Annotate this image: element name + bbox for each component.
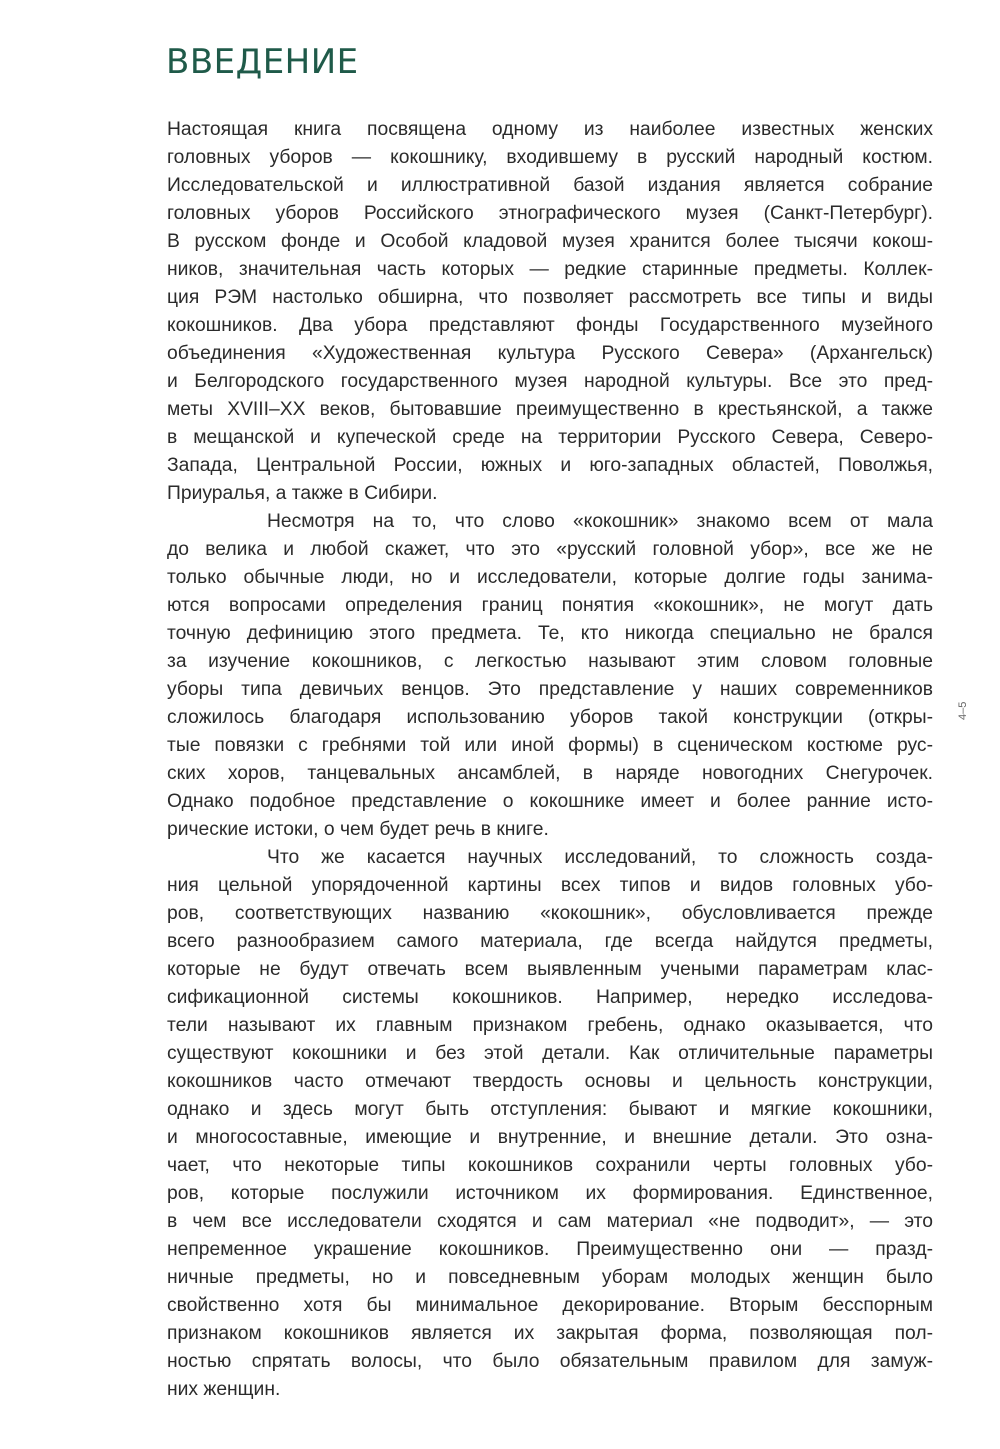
text-line: них женщин. — [167, 1379, 281, 1400]
text-line: в чем все исследователи сходятся и сам материал «не подводит», — это — [167, 1211, 933, 1232]
text-line: кокошников часто отмечают твердость основы и цельность конструкции, — [167, 1071, 933, 1092]
text-line: рические истоки, о чем будет речь в книге. — [167, 819, 549, 840]
chapter-title: ВВЕДЕНИЕ — [166, 42, 359, 82]
text-line: всего разнообразием самого материала, где всегда найдутся предметы, — [167, 931, 933, 952]
text-line: Запада, Центральной России, южных и юго-западных областей, Поволжья, — [167, 455, 933, 476]
text-line: меты XVIII–XX веков, бытовавшие преимущественно в крестьянской, а также — [167, 399, 933, 420]
text-line: ничные предметы, но и повседневным уборам молодых женщин было — [167, 1267, 933, 1288]
text-line: только обычные люди, но и исследователи, которые долгие годы занима- — [167, 567, 933, 588]
text-line: ников, значительная часть которых — редкие старинные предметы. Коллек- — [167, 259, 933, 280]
text-line: Однако подобное представление о кокошнике имеет и более ранние исто- — [167, 791, 933, 812]
text-line: до велика и любой скажет, что это «русский головной убор», все же не — [167, 539, 933, 560]
text-line: в мещанской и купеческой среде на территории Русского Севера, Северо- — [167, 427, 933, 448]
text-line: ются вопросами определения границ понятия «кокошник», не могут дать — [167, 595, 933, 616]
text-line: сложилось благодаря использованию уборов такой конструкции (откры- — [167, 707, 933, 728]
text-line: непременное украшение кокошников. Преимущественно они — празд- — [167, 1239, 933, 1260]
text-line: объединения «Художественная культура Русского Севера» (Архангельск) — [167, 343, 933, 364]
text-line: однако и здесь могут быть отступления: бывают и мягкие кокошники, — [167, 1099, 933, 1120]
page-number: 4–5 — [957, 701, 969, 720]
text-line: кокошников. Два убора представляют фонды Государственного музейного — [167, 315, 933, 336]
text-line: головных уборов — кокошнику, входившему в русский народный костюм. — [167, 147, 933, 168]
text-line: ностью спрятать волосы, что было обязательным правилом для замуж- — [167, 1351, 933, 1372]
text-line: В русском фонде и Особой кладовой музея хранится более тысячи кокош- — [167, 231, 933, 252]
text-line: которые не будут отвечать всем выявленным учеными параметрам клас- — [167, 959, 933, 980]
text-line: признаком кокошников является их закрытая форма, позволяющая пол- — [167, 1323, 933, 1344]
text-line: чает, что некоторые типы кокошников сохранили черты головных убо- — [167, 1155, 933, 1176]
text-line: точную дефиницию этого предмета. Те, кто никогда специально не брался — [167, 623, 933, 644]
text-line: Что же касается научных исследований, то сложность созда- — [267, 847, 933, 868]
text-line: Исследовательской и иллюстративной базой издания является собрание — [167, 175, 933, 196]
text-line: ния цельной упорядоченной картины всех типов и видов головных убо- — [167, 875, 933, 896]
text-line: головных уборов Российского этнографического музея (Санкт-Петербург). — [167, 203, 933, 224]
text-line: Несмотря на то, что слово «кокошник» знакомо всем от мала — [267, 511, 933, 532]
text-line: существуют кокошники и без этой детали. Как отличительные параметры — [167, 1043, 933, 1064]
text-line: ров, которые послужили источником их формирования. Единственное, — [167, 1183, 933, 1204]
text-line: и многосоставные, имеющие и внутренние, и внешние детали. Это озна- — [167, 1127, 933, 1148]
text-line: ских хоров, танцевальных ансамблей, в наряде новогодних Снегурочек. — [167, 763, 933, 784]
text-line: ров, соответствующих названию «кокошник», обусловливается прежде — [167, 903, 933, 924]
text-line: за изучение кокошников, с легкостью называют этим словом головные — [167, 651, 933, 672]
text-line: сификационной системы кокошников. Например, нередко исследова- — [167, 987, 933, 1008]
text-line: ция РЭМ настолько обширна, что позволяет рассмотреть все типы и виды — [167, 287, 933, 308]
text-line: Приуралья, а также в Сибири. — [167, 483, 438, 504]
text-line: Настоящая книга посвящена одному из наиболее известных женских — [167, 119, 933, 140]
text-line: тые повязки с гребнями той или иной формы) в сценическом костюме рус- — [167, 735, 933, 756]
text-line: и Белгородского государственного музея народной культуры. Все это пред- — [167, 371, 933, 392]
text-line: свойственно хотя бы минимальное декорирование. Вторым бесспорным — [167, 1295, 933, 1316]
text-line: уборы типа девичьих венцов. Это представление у наших современников — [167, 679, 933, 700]
text-line: тели называют их главным признаком гребень, однако оказывается, что — [167, 1015, 933, 1036]
